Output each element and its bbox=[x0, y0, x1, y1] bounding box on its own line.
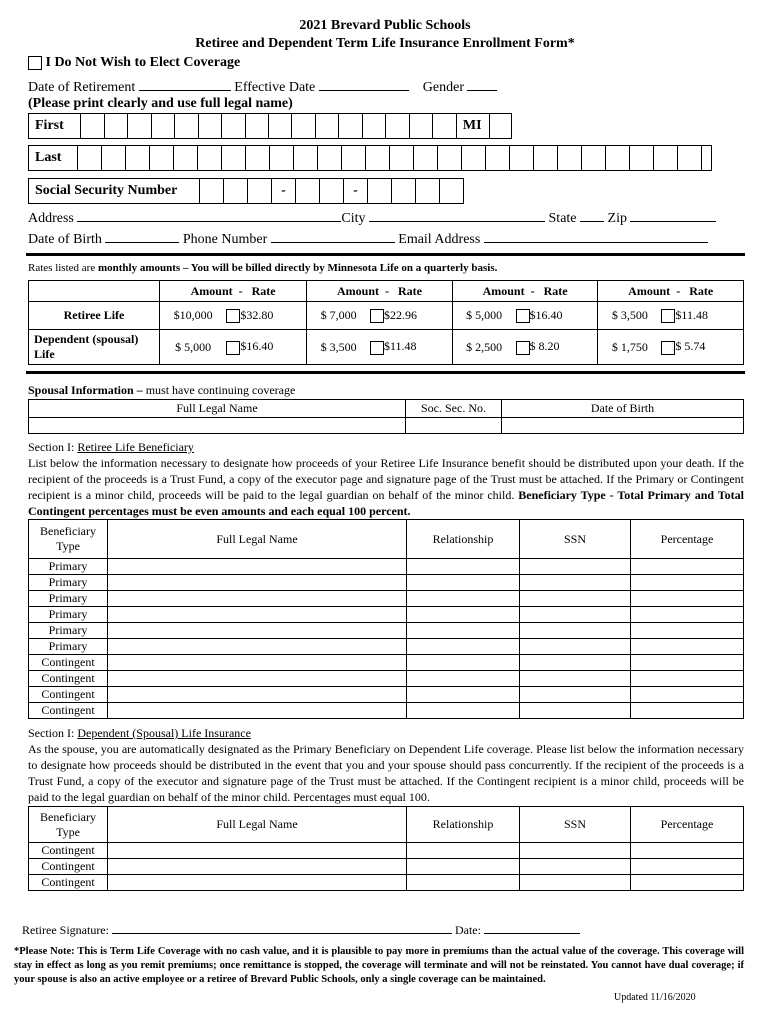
last-char-box[interactable] bbox=[221, 146, 245, 170]
ben-row bbox=[29, 591, 744, 607]
rate-amount: $ 3,500 bbox=[307, 330, 370, 365]
updated-date: Updated 11/16/2020 bbox=[614, 992, 696, 1003]
footer-note: *Please Note: This is Term Life Coverage with no cash value, and it is plausible to pay more in premiums than the actual value of the coverage. This coverage will stay in effect as long as you remit premiums; once remittance is stopped, the coverage will terminate and will not be reinstated. You cannot have dual coverage; if your spouse is also an active employee or a retiree of Brevard Public Schools, only a single coverage can be maintained. bbox=[14, 946, 744, 985]
signature-row bbox=[22, 921, 580, 938]
zip-label: Zip bbox=[607, 211, 627, 226]
dep-row bbox=[29, 843, 744, 859]
rate-option[interactable]: $11.48 bbox=[370, 330, 452, 365]
ssn-dash: - bbox=[343, 179, 367, 203]
rates-row bbox=[29, 302, 744, 330]
section2-prefix: Section I: bbox=[28, 726, 78, 740]
last-char-box[interactable] bbox=[629, 146, 653, 170]
mi-label: MI bbox=[456, 114, 490, 138]
rate-option[interactable]: $ 8.20 bbox=[516, 330, 598, 365]
ben-type: Contingent bbox=[29, 655, 108, 671]
first-char-box[interactable] bbox=[127, 114, 150, 138]
ssn-dash: - bbox=[271, 179, 295, 203]
dep-col-header: Percentage bbox=[631, 807, 744, 843]
spousal-title: Spousal Information – bbox=[28, 383, 143, 397]
ben-type: Primary bbox=[29, 559, 108, 575]
ben-ssn-field[interactable] bbox=[520, 703, 631, 719]
last-char-box[interactable] bbox=[701, 146, 711, 170]
ssn-digit-box[interactable] bbox=[223, 179, 247, 203]
first-char-box[interactable] bbox=[174, 114, 197, 138]
ssn-digit-box[interactable] bbox=[199, 179, 223, 203]
dep-percentage-field[interactable] bbox=[631, 843, 744, 859]
last-char-box[interactable] bbox=[533, 146, 557, 170]
last-char-box[interactable] bbox=[149, 146, 173, 170]
ben-percentage-field[interactable] bbox=[631, 687, 744, 703]
dob-field[interactable] bbox=[105, 230, 179, 243]
address-row bbox=[28, 209, 716, 227]
rate-amount: $ 2,500 bbox=[452, 330, 515, 365]
ben-relationship-field[interactable] bbox=[407, 607, 520, 623]
state-field[interactable] bbox=[580, 209, 604, 222]
phone-label: Phone Number bbox=[182, 232, 268, 247]
email-field[interactable] bbox=[484, 230, 708, 243]
ssn-digit-box[interactable] bbox=[391, 179, 415, 203]
ben-percentage-field[interactable] bbox=[631, 559, 744, 575]
dep-col-header: Beneficiary Type bbox=[29, 807, 108, 843]
ben-percentage-field[interactable] bbox=[631, 639, 744, 655]
first-char-box[interactable] bbox=[245, 114, 268, 138]
ben-percentage-field[interactable] bbox=[631, 655, 744, 671]
ben-percentage-field[interactable] bbox=[631, 703, 744, 719]
rate-amount: $10,000 bbox=[160, 302, 227, 330]
first-char-box[interactable] bbox=[151, 114, 174, 138]
ben-name-field[interactable] bbox=[108, 655, 407, 671]
ben-name-field[interactable] bbox=[108, 559, 407, 575]
ben-ssn-field[interactable] bbox=[520, 639, 631, 655]
rates-header-blank bbox=[29, 281, 160, 302]
dep-col-header: Relationship bbox=[407, 807, 520, 843]
ben-row bbox=[29, 623, 744, 639]
spousal-col-header: Full Legal Name bbox=[29, 400, 406, 418]
section2-text: As the spouse, you are automatically designated as the Primary Beneficiary on Dependent Life coverage. Please list below the information necessary to designate how proceeds should be distributed in the event that you and your spouse should pass concurrently. If the recipient of the proceeds is a Trust Fund, a copy of the executor and signature page of the Trust must be attached. If the Contingent recipient is a minor child, proceeds will be paid to the legal guardian on behalf of the minor child. Percentages must equal 100. bbox=[28, 742, 744, 804]
ben-percentage-field[interactable] bbox=[631, 591, 744, 607]
ben-relationship-field[interactable] bbox=[407, 575, 520, 591]
date-retirement-field[interactable] bbox=[139, 78, 231, 91]
last-char-box[interactable] bbox=[341, 146, 365, 170]
ben-relationship-field[interactable] bbox=[407, 591, 520, 607]
ben-name-field[interactable] bbox=[108, 687, 407, 703]
ben-name-field[interactable] bbox=[108, 639, 407, 655]
ben-type: Primary bbox=[29, 591, 108, 607]
ben-percentage-field[interactable] bbox=[631, 671, 744, 687]
dep-row bbox=[29, 859, 744, 875]
rate-option[interactable]: $16.40 bbox=[516, 302, 598, 330]
rates-col-header: Amount - Rate bbox=[598, 281, 744, 302]
first-char-box[interactable] bbox=[80, 114, 103, 138]
section1-prefix: Section I: bbox=[28, 440, 78, 454]
decline-coverage-checkbox[interactable] bbox=[28, 56, 42, 70]
ben-name-field[interactable] bbox=[108, 703, 407, 719]
dep-relationship-field[interactable] bbox=[407, 859, 520, 875]
ben-ssn-field[interactable] bbox=[520, 655, 631, 671]
rate-amount: $ 5,000 bbox=[452, 302, 515, 330]
ben-col-header: SSN bbox=[520, 520, 631, 559]
ben-row bbox=[29, 671, 744, 687]
first-char-box[interactable] bbox=[338, 114, 361, 138]
last-char-box[interactable] bbox=[293, 146, 317, 170]
ben-relationship-field[interactable] bbox=[407, 703, 520, 719]
address-field[interactable] bbox=[77, 209, 341, 222]
ssn-row bbox=[28, 178, 464, 204]
ben-ssn-field[interactable] bbox=[520, 687, 631, 703]
ben-row bbox=[29, 687, 744, 703]
ssn-label: Social Security Number bbox=[35, 183, 178, 198]
ben-relationship-field[interactable] bbox=[407, 687, 520, 703]
section1-body: List below the information necessary to designate how proceeds of your Retiree Life Insurance benefit should be distributed upon your death. If the recipient of the proceeds is a Trust Fund, a copy of the executor page and signature page of the Trust must be attached. If the Primary or Contingent recipient is a minor child, proceeds will be paid to the legal guardian on behalf of the minor child. bbox=[28, 456, 744, 502]
dependent-beneficiary-table bbox=[28, 806, 744, 891]
dep-ssn-field[interactable] bbox=[520, 859, 631, 875]
date-retirement-label: Date of Retirement bbox=[28, 80, 136, 95]
signature-field[interactable] bbox=[112, 921, 452, 934]
last-char-box[interactable] bbox=[197, 146, 221, 170]
spousal-dob-field[interactable] bbox=[502, 418, 744, 434]
dob-label: Date of Birth bbox=[28, 232, 102, 247]
ben-row bbox=[29, 639, 744, 655]
gender-label: Gender bbox=[422, 80, 464, 95]
first-name-row bbox=[28, 113, 512, 139]
dep-type: Contingent bbox=[29, 859, 108, 875]
ben-relationship-field[interactable] bbox=[407, 559, 520, 575]
ssn-digit-box[interactable] bbox=[367, 179, 391, 203]
signature-date-field[interactable] bbox=[484, 921, 580, 934]
city-field[interactable] bbox=[369, 209, 545, 222]
last-char-box[interactable] bbox=[653, 146, 677, 170]
rate-option[interactable]: $ 5.74 bbox=[661, 330, 743, 365]
last-char-box[interactable] bbox=[581, 146, 605, 170]
last-char-box[interactable] bbox=[173, 146, 197, 170]
ssn-digit-box[interactable] bbox=[439, 179, 463, 203]
ben-relationship-field[interactable] bbox=[407, 671, 520, 687]
ben-name-field[interactable] bbox=[108, 591, 407, 607]
ben-ssn-field[interactable] bbox=[520, 623, 631, 639]
rates-row-label: Dependent (spousal) Life bbox=[29, 330, 160, 365]
email-label: Email Address bbox=[398, 232, 481, 247]
form-title-line2: Retiree and Dependent Term Life Insurance Enrollment Form* bbox=[195, 36, 575, 51]
last-char-box[interactable] bbox=[413, 146, 437, 170]
spousal-ssn-field[interactable] bbox=[406, 418, 502, 434]
last-char-box[interactable] bbox=[677, 146, 701, 170]
dep-ssn-field[interactable] bbox=[520, 875, 631, 891]
ben-percentage-field[interactable] bbox=[631, 607, 744, 623]
ssn-digit-box[interactable] bbox=[319, 179, 343, 203]
section1-bold: Beneficiary Type - Total Primary and Total Contingent percentages must be even amounts and each equal 100 percent. bbox=[28, 488, 745, 518]
first-char-box[interactable] bbox=[409, 114, 432, 138]
first-char-box[interactable] bbox=[268, 114, 291, 138]
ben-name-field[interactable] bbox=[108, 623, 407, 639]
first-char-box[interactable] bbox=[385, 114, 408, 138]
last-char-box[interactable] bbox=[317, 146, 341, 170]
last-name-row bbox=[28, 145, 712, 171]
dep-type: Contingent bbox=[29, 875, 108, 891]
address-label: Address bbox=[28, 211, 74, 226]
last-char-box[interactable] bbox=[605, 146, 629, 170]
last-char-box[interactable] bbox=[389, 146, 413, 170]
ben-col-header: Relationship bbox=[407, 520, 520, 559]
ben-relationship-field[interactable] bbox=[407, 623, 520, 639]
rate-option[interactable]: $11.48 bbox=[661, 302, 743, 330]
ben-row bbox=[29, 575, 744, 591]
ben-ssn-field[interactable] bbox=[520, 607, 631, 623]
dep-name-field[interactable] bbox=[108, 875, 407, 891]
ben-name-field[interactable] bbox=[108, 607, 407, 623]
last-char-box[interactable] bbox=[269, 146, 293, 170]
ben-row bbox=[29, 703, 744, 719]
last-char-box[interactable] bbox=[485, 146, 509, 170]
decline-coverage-label: I Do Not Wish to Elect Coverage bbox=[45, 55, 241, 70]
state-label: State bbox=[548, 211, 577, 226]
dep-relationship-field[interactable] bbox=[407, 843, 520, 859]
first-char-box[interactable] bbox=[291, 114, 314, 138]
dep-ssn-field[interactable] bbox=[520, 843, 631, 859]
last-char-box[interactable] bbox=[245, 146, 269, 170]
rates-col-header: Amount - Rate bbox=[160, 281, 307, 302]
rates-col-header: Amount - Rate bbox=[307, 281, 453, 302]
ssn-digit-box[interactable] bbox=[295, 179, 319, 203]
dep-percentage-field[interactable] bbox=[631, 859, 744, 875]
rate-option[interactable]: $16.40 bbox=[226, 330, 306, 365]
dep-type: Contingent bbox=[29, 843, 108, 859]
signature-date-label: Date: bbox=[454, 923, 484, 937]
ben-type: Contingent bbox=[29, 687, 108, 703]
phone-field[interactable] bbox=[271, 230, 395, 243]
divider bbox=[26, 253, 745, 256]
rates-note-prefix: Rates listed are bbox=[28, 262, 98, 274]
first-label: First bbox=[35, 118, 64, 133]
ben-col-header: Full Legal Name bbox=[108, 520, 407, 559]
last-char-box[interactable] bbox=[125, 146, 149, 170]
ben-col-header: Beneficiary Type bbox=[29, 520, 108, 559]
rate-amount: $ 5,000 bbox=[160, 330, 227, 365]
rates-col-header: Amount - Rate bbox=[452, 281, 598, 302]
last-char-box[interactable] bbox=[461, 146, 485, 170]
effective-date-field[interactable] bbox=[319, 78, 409, 91]
last-char-box[interactable] bbox=[77, 146, 101, 170]
ben-type: Primary bbox=[29, 639, 108, 655]
rates-row bbox=[29, 330, 744, 365]
retiree-beneficiary-table bbox=[28, 519, 744, 719]
ben-name-field[interactable] bbox=[108, 575, 407, 591]
ben-type: Primary bbox=[29, 623, 108, 639]
effective-date-label: Effective Date bbox=[234, 80, 316, 95]
section1-text bbox=[28, 455, 744, 519]
ben-relationship-field[interactable] bbox=[407, 639, 520, 655]
last-char-box[interactable] bbox=[509, 146, 533, 170]
spousal-name-field[interactable] bbox=[29, 418, 406, 434]
rate-option[interactable]: $32.80 bbox=[226, 302, 306, 330]
rates-note bbox=[28, 262, 497, 274]
last-char-box[interactable] bbox=[101, 146, 125, 170]
dep-row bbox=[29, 875, 744, 891]
spousal-col-header: Date of Birth bbox=[502, 400, 744, 418]
dep-col-header: Full Legal Name bbox=[108, 807, 407, 843]
city-label: City bbox=[341, 211, 366, 226]
last-label: Last bbox=[35, 150, 62, 165]
divider bbox=[26, 371, 745, 374]
gender-field[interactable] bbox=[467, 78, 497, 91]
first-char-box[interactable] bbox=[315, 114, 338, 138]
decline-coverage-row bbox=[28, 55, 240, 71]
dep-percentage-field[interactable] bbox=[631, 875, 744, 891]
form-title-line1: 2021 Brevard Public Schools bbox=[299, 18, 471, 33]
spousal-table bbox=[28, 399, 744, 434]
rates-note-bold: monthly amounts – You will be billed directly by Minnesota Life on a quarterly basis. bbox=[97, 262, 498, 274]
dep-col-header: SSN bbox=[520, 807, 631, 843]
ben-relationship-field[interactable] bbox=[407, 655, 520, 671]
ssn-digit-box[interactable] bbox=[247, 179, 271, 203]
ben-percentage-field[interactable] bbox=[631, 623, 744, 639]
contact-row bbox=[28, 230, 708, 248]
mi-char-box[interactable] bbox=[489, 114, 511, 138]
zip-field[interactable] bbox=[630, 209, 716, 222]
last-char-box[interactable] bbox=[437, 146, 461, 170]
rate-amount: $ 7,000 bbox=[307, 302, 370, 330]
section1-heading bbox=[28, 440, 194, 455]
first-char-box[interactable] bbox=[221, 114, 244, 138]
dep-name-field[interactable] bbox=[108, 859, 407, 875]
print-note: (Please print clearly and use full legal name) bbox=[28, 96, 293, 111]
ben-row bbox=[29, 607, 744, 623]
rates-table bbox=[28, 280, 744, 365]
ben-percentage-field[interactable] bbox=[631, 575, 744, 591]
ben-col-header: Percentage bbox=[631, 520, 744, 559]
rate-option[interactable]: $22.96 bbox=[370, 302, 452, 330]
ben-ssn-field[interactable] bbox=[520, 559, 631, 575]
first-char-box[interactable] bbox=[432, 114, 455, 138]
ben-ssn-field[interactable] bbox=[520, 671, 631, 687]
rate-amount: $ 3,500 bbox=[598, 302, 662, 330]
ben-ssn-field[interactable] bbox=[520, 591, 631, 607]
first-char-box[interactable] bbox=[362, 114, 385, 138]
signature-label: Retiree Signature: bbox=[22, 923, 112, 937]
first-char-box[interactable] bbox=[198, 114, 221, 138]
section2-heading bbox=[28, 726, 251, 741]
ben-name-field[interactable] bbox=[108, 671, 407, 687]
ben-row bbox=[29, 655, 744, 671]
spousal-note: must have continuing coverage bbox=[142, 383, 296, 397]
spousal-col-header: Soc. Sec. No. bbox=[406, 400, 502, 418]
ben-ssn-field[interactable] bbox=[520, 575, 631, 591]
ben-type: Primary bbox=[29, 607, 108, 623]
ben-row bbox=[29, 559, 744, 575]
dep-name-field[interactable] bbox=[108, 843, 407, 859]
ben-type: Contingent bbox=[29, 671, 108, 687]
retirement-row bbox=[28, 78, 497, 96]
first-char-box[interactable] bbox=[104, 114, 127, 138]
ssn-digit-box[interactable] bbox=[415, 179, 439, 203]
section2-title: Dependent (Spousal) Life Insurance bbox=[77, 726, 251, 740]
dep-relationship-field[interactable] bbox=[407, 875, 520, 891]
last-char-box[interactable] bbox=[557, 146, 581, 170]
rates-row-label: Retiree Life bbox=[29, 302, 160, 330]
ben-type: Contingent bbox=[29, 703, 108, 719]
section1-title: Retiree Life Beneficiary bbox=[77, 440, 194, 454]
ben-type: Primary bbox=[29, 575, 108, 591]
spousal-heading bbox=[28, 383, 295, 398]
rate-amount: $ 1,750 bbox=[598, 330, 662, 365]
last-char-box[interactable] bbox=[365, 146, 389, 170]
